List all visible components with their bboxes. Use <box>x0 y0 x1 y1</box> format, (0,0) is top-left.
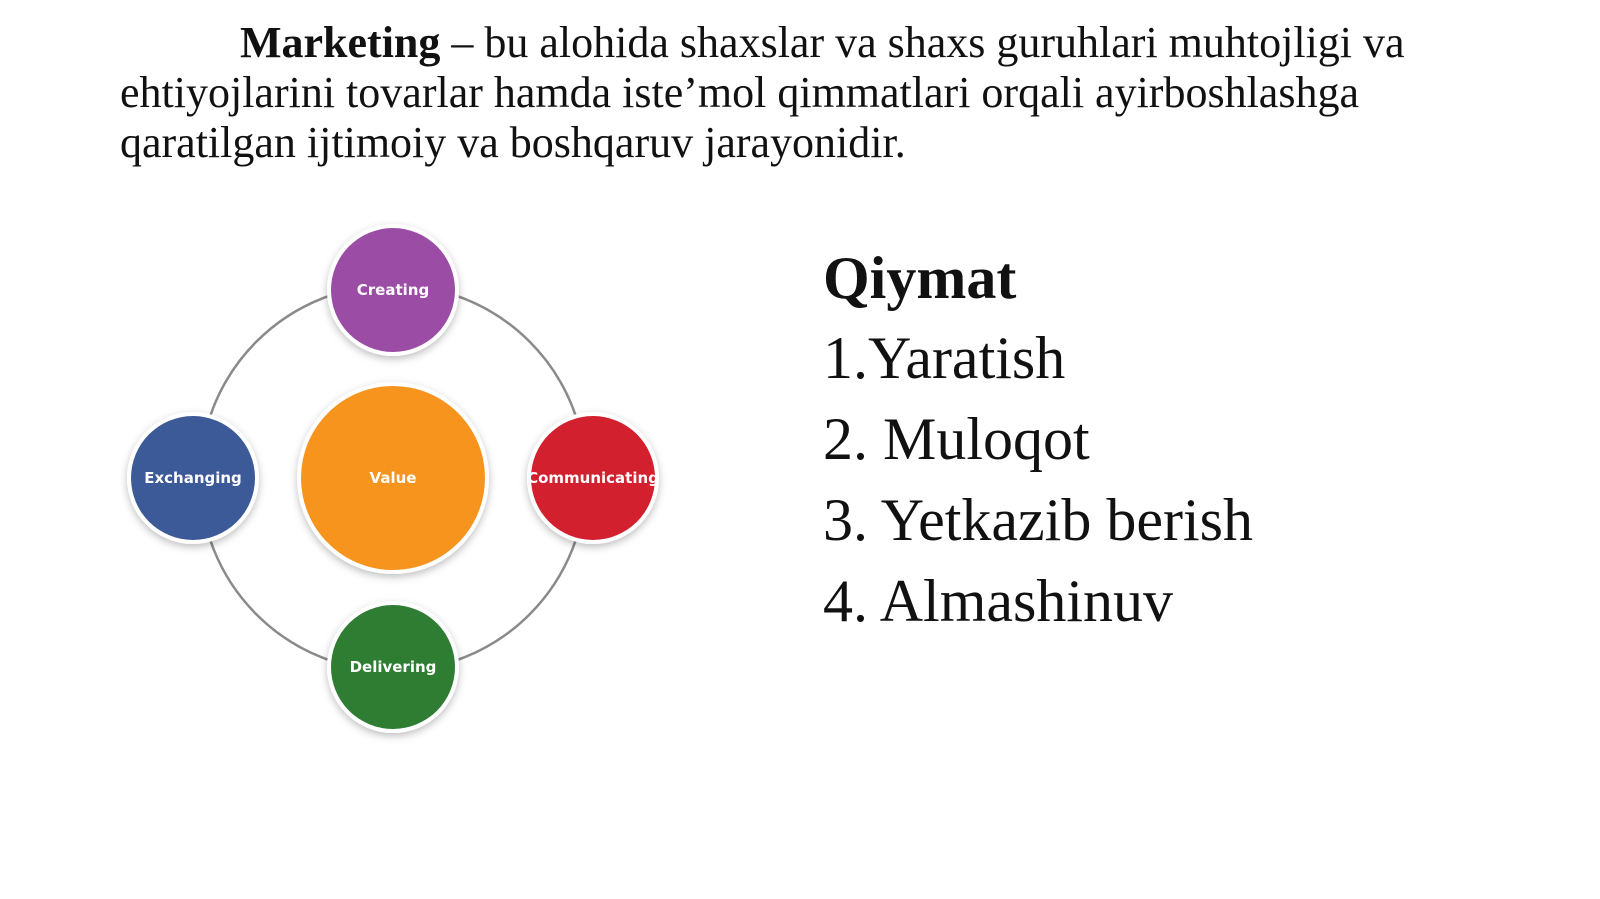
node-delivering-label: Delivering <box>349 658 437 676</box>
node-value <box>297 382 489 574</box>
definition-term: Marketing <box>240 18 441 67</box>
node-value-label: Value <box>369 469 417 487</box>
node-communicating-label: Communicating <box>527 469 659 487</box>
definition-text: – bu alohida shaxslar va shaxs guruhlari muhtojligi va ehtiyojlarini tovarlar hamda iste’mol qimmatlari orqali ayirboshlashga qaratilgan ijtimoiy va boshqaruv jarayonidir. <box>120 18 1405 167</box>
value-cycle-diagram <box>120 220 680 760</box>
value-list-item: 1.Yaratish <box>823 325 1066 391</box>
value-list <box>823 238 1523 642</box>
node-delivering <box>327 601 459 733</box>
value-list-heading: Qiymat <box>823 245 1017 311</box>
value-cycle-svg <box>120 220 680 760</box>
node-creating <box>327 224 459 356</box>
value-list-item: 3. Yetkazib berish <box>823 487 1253 553</box>
node-communicating <box>527 412 659 544</box>
marketing-definition <box>120 18 1480 168</box>
node-exchanging <box>127 412 259 544</box>
value-list-item: 2. Muloqot <box>823 406 1090 472</box>
node-exchanging-label: Exchanging <box>144 469 242 487</box>
node-creating-label: Creating <box>356 281 430 299</box>
value-list-item: 4. Almashinuv <box>823 568 1174 634</box>
